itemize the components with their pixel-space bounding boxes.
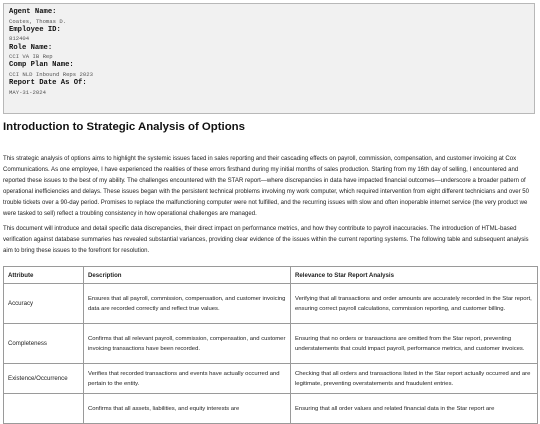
role-name-label: Role Name: bbox=[9, 43, 53, 52]
row-relevance: Ensuring that no orders or transactions are omitted from the Star report, preventing understatements that could impact payroll, performance metrics, and customer invoices. bbox=[291, 324, 538, 364]
row-description: Confirms that all relevant payroll, commission, compensation, and customer invoicing transactions have been recorded. bbox=[84, 324, 291, 364]
row-attribute: Accuracy bbox=[4, 284, 84, 324]
report-date-label: Report Date As Of: bbox=[9, 79, 87, 88]
row-relevance: Ensuring that all order values and related financial data in the Star report are bbox=[291, 394, 538, 424]
employee-id-label: Employee ID: bbox=[9, 25, 61, 34]
agent-name-label: Agent Name: bbox=[9, 8, 57, 16]
table-row bbox=[4, 394, 538, 424]
row-description: Ensures that all payroll, commission, compensation, and customer invoicing data are recorded correctly and reflect true values. bbox=[84, 284, 291, 324]
row-attribute: Completeness bbox=[4, 324, 84, 364]
role-name-value: CCI VA IB Rep bbox=[9, 53, 53, 61]
row-relevance: Checking that all orders and transactions listed in the Star report actually occurred and are legitimate, preventing overstatements and fraudulent entries. bbox=[291, 364, 538, 394]
agent-name-field bbox=[9, 8, 529, 26]
scope-paragraph: This document will introduce and detail specific data discrepancies, their direct impact on performance metrics, and how they contribute to payroll inaccuracies. The introduction of HTML-based verification against database summaries has revealed substantial variances, providing clear evidence of the issues within the current reporting systems. The following table and subsequent analysis aim to bring these issues to the forefront for resolution. bbox=[3, 226, 529, 254]
table-row bbox=[4, 364, 538, 394]
row-relevance: Verifying that all transactions and order amounts are accurately recorded in the Star report, ensuring correct payroll calculations, commission reporting, and customer billing. bbox=[291, 284, 538, 324]
row-attribute bbox=[4, 394, 84, 424]
intro-paragraph: This strategic analysis of options aims to highlight the systemic issues faced in sales reporting and their cascading effects on payroll, commission, compensation, and customer invoicing at Cox Communications. As one employee, I have experienced the realities of these errors firsthand during my initial months of sales production. Starting from my 16th day of selling, I encountered and reported these issues to the best of my ability. The challenges encountered with the STAR report—where discrepancies in data have impacted financial outcomes—underscore a broader pattern of operational inefficiencies and delays. These issues began with the persistent technical problems involving my work computer, which required intervention from eight different technicians and over 50 trouble tickets over a 90-day period. Promises to replace the malfunctioning computer were not fulfilled, and the recurring issues with slow and often inoperable internet service (the very product we were tasked to sell) reflect a troubling consistency in how operational challenges are managed. bbox=[3, 156, 530, 217]
employee-id-value: 812404 bbox=[9, 35, 30, 43]
role-name-field bbox=[9, 44, 529, 62]
table-row bbox=[4, 324, 538, 364]
comp-plan-field bbox=[9, 61, 529, 79]
header-relevance: Relevance to Star Report Analysis bbox=[291, 267, 538, 284]
agent-name-value: Coates, Thomas D. bbox=[9, 17, 67, 25]
comp-plan-label: Comp Plan Name: bbox=[9, 61, 74, 70]
row-attribute: Existence/Occurrence bbox=[4, 364, 84, 394]
row-description: Verifies that recorded transactions and events have actually occurred and pertain to the entity. bbox=[84, 364, 291, 394]
employee-info-box bbox=[3, 3, 535, 114]
header-attribute: Attribute bbox=[4, 267, 84, 284]
report-date-field bbox=[9, 79, 529, 97]
section-heading: Introduction to Strategic Analysis of Options bbox=[3, 121, 245, 133]
attributes-table bbox=[3, 266, 538, 424]
table-row bbox=[4, 284, 538, 324]
employee-id-field bbox=[9, 26, 529, 44]
table-header-row bbox=[4, 267, 538, 284]
comp-plan-value: CCI NLD Inbound Reps 2023 bbox=[9, 70, 93, 78]
report-date-value: MAY-31-2024 bbox=[9, 88, 46, 96]
row-description: Confirms that all assets, liabilities, and equity interests are bbox=[84, 394, 291, 424]
header-description: Description bbox=[84, 267, 291, 284]
